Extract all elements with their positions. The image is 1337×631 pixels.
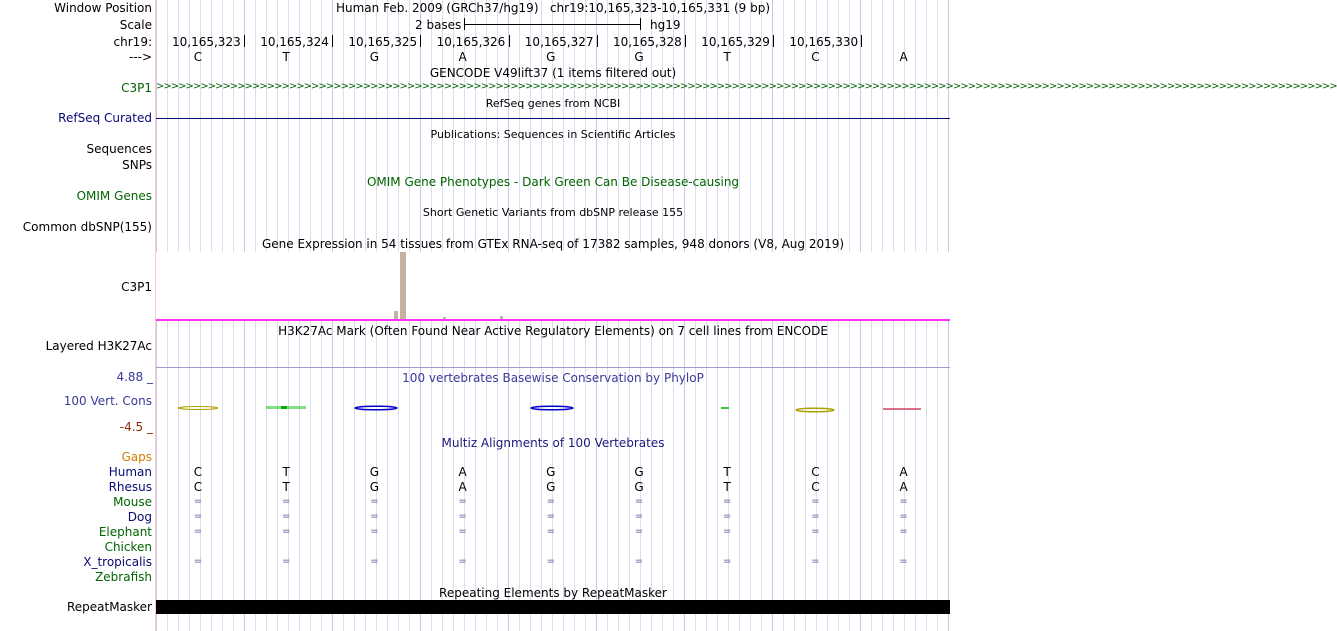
multiz-base: = (899, 526, 908, 537)
ruler-tick-mark (509, 35, 510, 47)
phylop-mark-3 (355, 406, 397, 410)
refseq-track-label[interactable]: RefSeq Curated (58, 111, 152, 125)
multiz-base: = (281, 526, 291, 537)
ruler-tick-mark (685, 35, 686, 47)
multiz-base: = (899, 511, 908, 522)
multiz-base: = (370, 526, 379, 537)
h3k27ac-track-label[interactable]: Layered H3K27Ac (45, 339, 152, 353)
ruler-tick-label: 10,165,330 (789, 35, 859, 49)
multiz-base: G (634, 465, 644, 479)
gtex-track-title[interactable]: Gene Expression in 54 tissues from GTEx RNA-seq of 17382 samples, 948 donors (V8, Aug 2019) (261, 237, 845, 251)
chrom-label: chr19: (113, 35, 152, 49)
multiz-base: = (370, 511, 379, 522)
omim-track-label[interactable]: OMIM Genes (76, 189, 152, 203)
multiz-species-label[interactable]: Chicken (104, 540, 152, 554)
multiz-base: = (458, 496, 467, 507)
multiz-base: G (369, 480, 380, 494)
multiz-base: = (811, 556, 820, 567)
gtex-bar (400, 252, 406, 319)
base-letter: T (723, 50, 731, 64)
multiz-base: = (899, 496, 908, 507)
multiz-species-label[interactable]: Dog (127, 510, 152, 524)
window-position-value: Human Feb. 2009 (GRCh37/hg19) chr19:10,165,323-10,165,331 (9 bp) (335, 1, 770, 15)
phylop-signal[interactable] (156, 398, 950, 418)
multiz-base: A (899, 480, 908, 494)
multiz-base: = (634, 556, 644, 567)
base-letter: G (634, 50, 644, 64)
publications-snps-label[interactable]: SNPs (122, 158, 152, 172)
multiz-base: T (723, 465, 731, 479)
multiz-base: = (281, 496, 291, 507)
ruler-tick-mark (773, 35, 774, 47)
gencode-track-title[interactable]: GENCODE V49lift37 (1 items filtered out) (429, 66, 677, 80)
window-position-label: Window Position (54, 1, 152, 15)
gencode-track-label[interactable]: C3P1 (121, 81, 152, 95)
multiz-base: = (193, 556, 203, 567)
multiz-base: = (281, 556, 291, 567)
dbsnp-track-label[interactable]: Common dbSNP(155) (22, 220, 152, 234)
phylop-track-title[interactable]: 100 vertebrates Basewise Conservation by PhyloP (402, 371, 704, 385)
ruler-tick-mark (861, 35, 862, 47)
multiz-base: = (370, 556, 379, 567)
multiz-base: = (634, 511, 644, 522)
repeatmasker-track-label[interactable]: RepeatMasker (66, 600, 152, 614)
phylop-mark-6 (796, 408, 834, 412)
multiz-base: = (546, 511, 555, 522)
phylop-mark-1 (178, 407, 218, 410)
multiz-base: = (811, 526, 820, 537)
multiz-base: T (282, 480, 290, 494)
publications-track-title[interactable]: Publications: Sequences in Scientific Articles (430, 128, 676, 141)
ruler-tick-label: 10,165,323 (172, 35, 241, 49)
phylop-mark-7 (883, 408, 921, 410)
gtex-baseline (156, 319, 950, 321)
multiz-species-label[interactable]: Rhesus (108, 480, 152, 494)
multiz-base: G (634, 480, 644, 494)
ruler-tick-label: 10,165,328 (613, 35, 682, 49)
multiz-base: = (634, 496, 644, 507)
multiz-base: G (546, 465, 556, 479)
multiz-base: = (458, 556, 467, 567)
ruler-tick-label: 10,165,326 (436, 35, 506, 49)
base-letter: A (899, 50, 908, 64)
gtex-bar (394, 311, 398, 319)
multiz-base: = (722, 526, 732, 537)
base-letter: C (193, 50, 203, 64)
multiz-base: = (458, 511, 467, 522)
phylop-max-value: 4.88 _ (116, 370, 153, 384)
multiz-base: = (546, 496, 555, 507)
multiz-base: C (811, 480, 820, 494)
refseq-gene-line[interactable] (156, 118, 950, 119)
multiz-base: = (193, 511, 203, 522)
scale-bar (464, 24, 641, 25)
phylop-min-value: -4.5 _ (119, 420, 153, 434)
ruler-tick-label: 10,165,329 (701, 35, 770, 49)
omim-track-title[interactable]: OMIM Gene Phenotypes - Dark Green Can Be Disease-causing (366, 175, 740, 189)
gtex-track-label[interactable]: C3P1 (121, 280, 152, 294)
refseq-track-title[interactable]: RefSeq genes from NCBI (485, 97, 621, 110)
multiz-base: = (193, 496, 203, 507)
ruler-tick-label: 10,165,324 (260, 35, 329, 49)
repeatmasker-element[interactable] (156, 600, 950, 614)
multiz-base: = (193, 526, 203, 537)
base-letter: G (369, 50, 380, 64)
scale-label: Scale (119, 18, 152, 32)
ruler-tick-mark (420, 35, 421, 47)
multiz-base: = (546, 526, 555, 537)
strand-label: ---> (128, 50, 152, 64)
ruler-tick-mark (332, 35, 333, 47)
scale-bases: 2 bases (415, 18, 462, 32)
base-letter: G (546, 50, 556, 64)
multiz-species-label[interactable]: Elephant (98, 525, 152, 539)
base-letter: A (458, 50, 467, 64)
multiz-species-label[interactable]: Mouse (113, 495, 152, 509)
multiz-base: A (899, 465, 908, 479)
scale-bar-right (640, 18, 641, 30)
multiz-base: = (634, 526, 644, 537)
gtex-plot-area (156, 252, 950, 320)
multiz-base: = (281, 511, 291, 522)
phylop-track-label[interactable]: 100 Vert. Cons (63, 394, 152, 408)
multiz-species-label[interactable]: Zebrafish (95, 570, 152, 584)
multiz-base: = (811, 496, 820, 507)
base-letter: T (282, 50, 290, 64)
repeatmasker-track-title[interactable]: Repeating Elements by RepeatMasker (439, 586, 667, 600)
multiz-base: T (282, 465, 290, 479)
dbsnp-track-title[interactable]: Short Genetic Variants from dbSNP release 155 (422, 206, 684, 219)
multiz-track-title[interactable]: Multiz Alignments of 100 Vertebrates (441, 436, 665, 450)
scale-assembly: hg19 (650, 18, 681, 32)
h3k27ac-track-title[interactable]: H3K27Ac Mark (Often Found Near Active Regulatory Elements) on 7 cell lines from ENCODE (278, 324, 828, 338)
multiz-base: C (193, 480, 203, 494)
phylop-mark-5 (721, 407, 729, 409)
ruler-tick-mark (244, 35, 245, 47)
multiz-base: = (546, 556, 555, 567)
phylop-mark-4 (531, 406, 573, 410)
multiz-base: = (899, 556, 908, 567)
multiz-base: T (723, 480, 731, 494)
base-letter: C (811, 50, 820, 64)
multiz-base: = (458, 526, 467, 537)
multiz-base: A (458, 480, 467, 494)
multiz-base: C (193, 465, 203, 479)
publications-sequences-label[interactable]: Sequences (86, 142, 152, 156)
multiz-species-label[interactable]: Human (108, 465, 152, 479)
ruler-tick-label: 10,165,325 (348, 35, 418, 49)
multiz-species-label[interactable]: X_tropicalis (83, 555, 152, 569)
multiz-base: G (369, 465, 380, 479)
multiz-gaps-label[interactable]: Gaps (121, 450, 152, 464)
multiz-base: = (722, 496, 732, 507)
phylop-mark-2b (281, 406, 287, 409)
gencode-gene-feature[interactable]: >>>>>>>>>>>>>>>>>>>>>>>>>>>>>>>>>>>>>>>>>>>>>>>>>>>>>>>>>>>>>>>>>>>>>>>>>>>>>>>>>>>>>>>>>>>>>>>>>>>>>>>>>>>>>>>>>>>>>>>>>>>>>>>>>>>>>>>>>>>>>>>>>>>>>>>>>>>>>>>> (156, 81, 1337, 92)
h3k27ac-baseline (156, 367, 950, 368)
multiz-base: A (458, 465, 467, 479)
ruler-tick-mark (597, 35, 598, 47)
multiz-base: = (811, 511, 820, 522)
multiz-base: = (722, 556, 732, 567)
multiz-base: = (722, 511, 732, 522)
multiz-base: G (546, 480, 556, 494)
multiz-base: = (370, 496, 379, 507)
multiz-base: C (811, 465, 820, 479)
ruler-tick-label: 10,165,327 (524, 35, 594, 49)
